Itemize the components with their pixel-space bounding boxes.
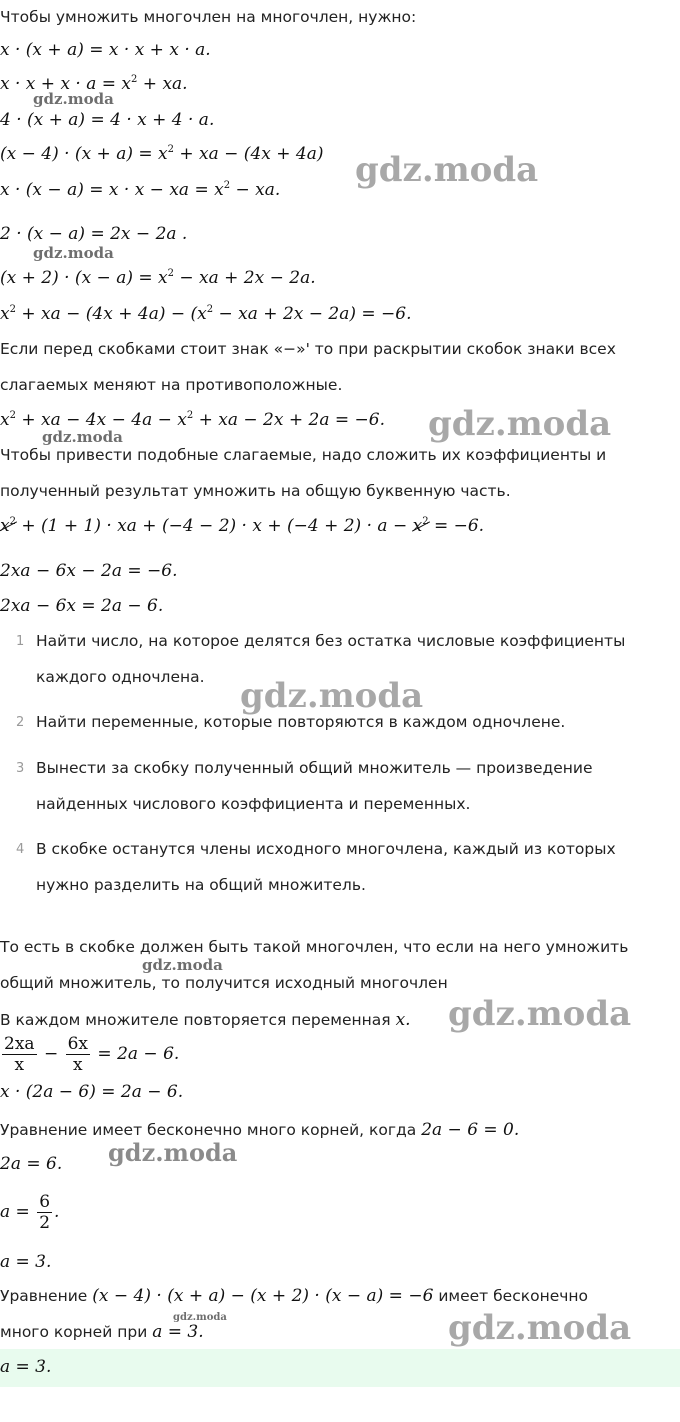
crossed-term-1	[0, 516, 16, 536]
repeat-variable-x: x.	[395, 1010, 411, 1030]
fraction-rhs: = 2a − 6.	[97, 1044, 180, 1064]
step-1-line-2: каждого одночлена.	[36, 668, 205, 686]
conclusion-line-1	[0, 1286, 588, 1306]
equation-9-part-c: + xa − 2x + 2a = −6.	[193, 410, 385, 430]
watermark-logo: gdz.moda	[108, 1138, 238, 1167]
equation-8-part-c: − xa + 2x − 2a) = −6.	[213, 304, 412, 324]
answer-box	[0, 1349, 680, 1387]
fraction-2	[66, 1034, 90, 1075]
exponent: 2	[131, 74, 138, 85]
equation-4-part-b: + xa − (4x + 4a)	[173, 144, 324, 164]
equation-10-part-b: + (1 + 1) · xa + (−4 − 2) · x + (−4 + 2) · a −	[15, 516, 413, 536]
equation-15-lhs: a =	[0, 1202, 30, 1222]
equation-9-part-a: x	[0, 410, 10, 430]
equation-7-part-b: − xa + 2x − 2a.	[173, 268, 316, 288]
equation-16	[0, 1252, 51, 1272]
repeat-variable-text: В каждом множителе повторяется переменная	[0, 1011, 391, 1029]
conclusion-word: Уравнение	[0, 1287, 88, 1305]
exponent: 2	[9, 516, 16, 527]
equation-8-part-a: x	[0, 304, 10, 324]
equation-5-part-a: x · (x − a) = x · x − xa = x	[0, 180, 224, 200]
fraction-1-numerator: 2xa	[4, 1034, 35, 1054]
exponent: 2	[223, 180, 231, 191]
equation-4	[0, 144, 323, 164]
equation-2-part-b: + xa.	[137, 74, 188, 94]
equation-13-text: x · (2a − 6) = 2a − 6.	[0, 1082, 184, 1102]
exponent: 2	[186, 410, 194, 421]
conclusion-value: a = 3.	[152, 1322, 204, 1342]
intro-multiply-text: Чтобы умножить многочлен на многочлен, нужно:	[0, 8, 417, 26]
equation-5-part-b: − xa.	[230, 180, 281, 200]
equation-15	[0, 1192, 59, 1233]
repeat-variable-line	[0, 1010, 411, 1030]
watermark-logo: gdz.moda	[173, 1312, 227, 1323]
exponent: 2	[167, 144, 174, 155]
fraction-2-denominator: x	[73, 1055, 83, 1075]
equation-6-text: 2 · (x − a) = 2x − 2a .	[0, 224, 188, 244]
equation-15-dot: .	[54, 1202, 60, 1222]
sign-rule-line-1: Если перед скобками стоит знак «−»' то при раскрытии скобок знаки всех	[0, 340, 616, 358]
conclusion-equation: (x − 4) · (x + a) − (x + 2) · (x − a) = −6	[92, 1286, 434, 1306]
equation-3	[0, 110, 214, 130]
equation-14	[0, 1154, 62, 1174]
step-1-number: 1	[16, 634, 25, 649]
watermark-logo: gdz.moda	[240, 676, 424, 716]
watermark-logo: gdz.moda	[33, 244, 114, 262]
equation-11	[0, 561, 178, 581]
roots-equation: 2a − 6 = 0.	[421, 1120, 520, 1140]
equation-6	[0, 224, 187, 244]
sign-rule-line-2: слагаемых меняют на противоположные.	[0, 376, 343, 394]
equation-8-part-b: + xa − (4x + 4a) − (x	[15, 304, 207, 324]
fraction-minus-sign: −	[43, 1044, 59, 1064]
fraction-3-denominator: 2	[39, 1213, 51, 1233]
equation-7	[0, 268, 316, 288]
equation-10	[0, 516, 484, 536]
watermark-logo: gdz.moda	[428, 404, 612, 444]
equation-5	[0, 180, 280, 200]
equation-2-part-a: x · x + x · a = x	[0, 74, 132, 94]
watermark-logo: gdz.moda	[448, 1308, 632, 1348]
equation-16-text: a = 3.	[0, 1252, 52, 1272]
watermark-logo: gdz.moda	[33, 90, 114, 108]
equation-10-part-c: x	[412, 516, 423, 536]
equation-11-text: 2xa − 6x − 2a = −6.	[0, 561, 178, 581]
equation-fractions	[0, 1034, 179, 1075]
watermark-logo: gdz.moda	[142, 956, 223, 974]
exponent: 2	[422, 516, 429, 527]
step-1-line-1: Найти число, на которое делятся без остатка числовые коэффициенты	[36, 632, 626, 650]
step-4-number: 4	[16, 842, 25, 857]
equation-14-text: 2a = 6.	[0, 1154, 63, 1174]
equation-10-part-a: x	[0, 516, 10, 536]
equation-4-part-a: (x − 4) · (x + a) = x	[0, 144, 168, 164]
equation-12-text: 2xa − 6x = 2a − 6.	[0, 596, 164, 616]
factor-line-1: То есть в скобке должен быть такой многочлен, что если на него умножить	[0, 938, 629, 956]
conclusion-text-2: много корней при	[0, 1323, 148, 1341]
answer-text	[0, 1357, 51, 1377]
step-2-line-1: Найти переменные, которые повторяются в каждом одночлене.	[36, 713, 566, 731]
exponent: 2	[206, 304, 214, 315]
watermark-logo: gdz.moda	[448, 994, 632, 1034]
fraction-1-denominator: x	[14, 1055, 25, 1075]
like-terms-line-1: Чтобы привести подобные слагаемые, надо сложить их коэффициенты и	[0, 446, 607, 464]
equation-3-text: 4 · (x + a) = 4 · x + 4 · a.	[0, 110, 215, 130]
exponent: 2	[9, 410, 16, 421]
roots-text: Уравнение имеет бесконечно много корней, когда	[0, 1121, 417, 1139]
fraction-2-numerator: 6x	[67, 1034, 89, 1054]
equation-9	[0, 410, 385, 430]
conclusion-line-2	[0, 1322, 204, 1342]
roots-line	[0, 1120, 519, 1140]
equation-2	[0, 74, 188, 94]
equation-8	[0, 304, 412, 324]
step-3-number: 3	[16, 761, 25, 776]
watermark-logo: gdz.moda	[42, 428, 123, 446]
fraction-1	[2, 1034, 37, 1075]
equation-13	[0, 1082, 183, 1102]
equation-10-part-d: = −6.	[428, 516, 485, 536]
answer-value: a = 3.	[0, 1357, 52, 1377]
step-4-line-2: нужно разделить на общий множитель.	[36, 876, 366, 894]
equation-7-part-a: (x + 2) · (x − a) = x	[0, 268, 168, 288]
equation-9-part-b: + xa − 4x − 4a − x	[15, 410, 187, 430]
fraction-3-numerator: 6	[39, 1192, 51, 1212]
like-terms-line-2: полученный результат умножить на общую буквенную часть.	[0, 482, 511, 500]
watermark-logo: gdz.moda	[355, 150, 539, 190]
step-2-number: 2	[16, 715, 25, 730]
exponent: 2	[167, 268, 174, 279]
step-4-line-1: В скобке останутся члены исходного многочлена, каждый из которых	[36, 840, 616, 858]
conclusion-tail: имеет бесконечно	[438, 1287, 589, 1305]
equation-1	[0, 40, 211, 60]
exponent: 2	[9, 304, 16, 315]
factor-line-2: общий множитель, то получится исходный многочлен	[0, 974, 448, 992]
fraction-3	[37, 1192, 52, 1233]
equation-12	[0, 596, 163, 616]
equation-1-text: x · (x + a) = x · x + x · a.	[0, 40, 211, 60]
step-3-line-2: найденных числового коэффициента и переменных.	[36, 795, 471, 813]
crossed-term-2	[413, 516, 429, 536]
step-3-line-1: Вынести за скобку полученный общий множитель — произведение	[36, 759, 593, 777]
